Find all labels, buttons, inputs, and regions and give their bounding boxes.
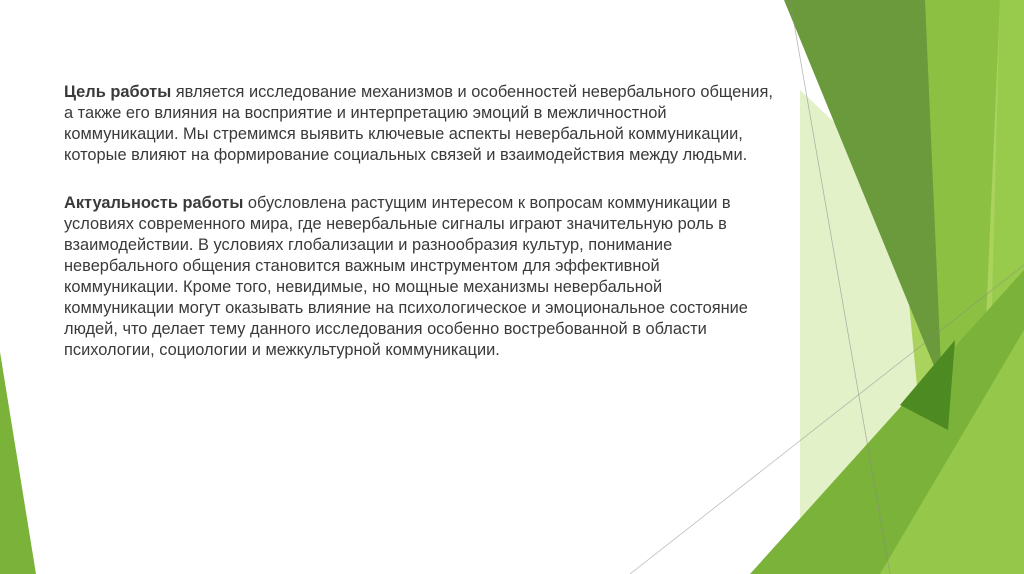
paragraph-relevance-text: обусловлена растущим интересом к вопросам коммуникации в условиях современного мира, где невербальные сигналы играют значительную роль в взаимодействии. В условиях глобализации и разнообразия культур, понимание невербального общения становится важным инструментом для эффективной коммуникации. Кроме того, невидимые, но мощные механизмы невербальной коммуникации могут оказывать влияние на психологическое и эмоциональное состояние людей, что делает тему данного исследования особенно востребованной в области психологии, социологии и межкультурной коммуникации. bbox=[64, 194, 748, 359]
paragraph-goal-lead: Цель работы bbox=[64, 83, 172, 101]
paragraph-relevance bbox=[64, 193, 774, 361]
slide-body bbox=[64, 82, 774, 361]
paragraph-goal-text: является исследование механизмов и особенностей невербального общения, а также его влияния на восприятие и интерпретацию эмоций в межличностной коммуникации. Мы стремимся выявить ключевые аспекты невербальной коммуникации, которые влияют на формирование социальных связей и взаимодействия между людьми. bbox=[64, 83, 773, 164]
paragraph-relevance-lead: Актуальность работы bbox=[64, 194, 244, 212]
left-green-triangle bbox=[0, 352, 36, 574]
paragraph-goal bbox=[64, 82, 774, 166]
